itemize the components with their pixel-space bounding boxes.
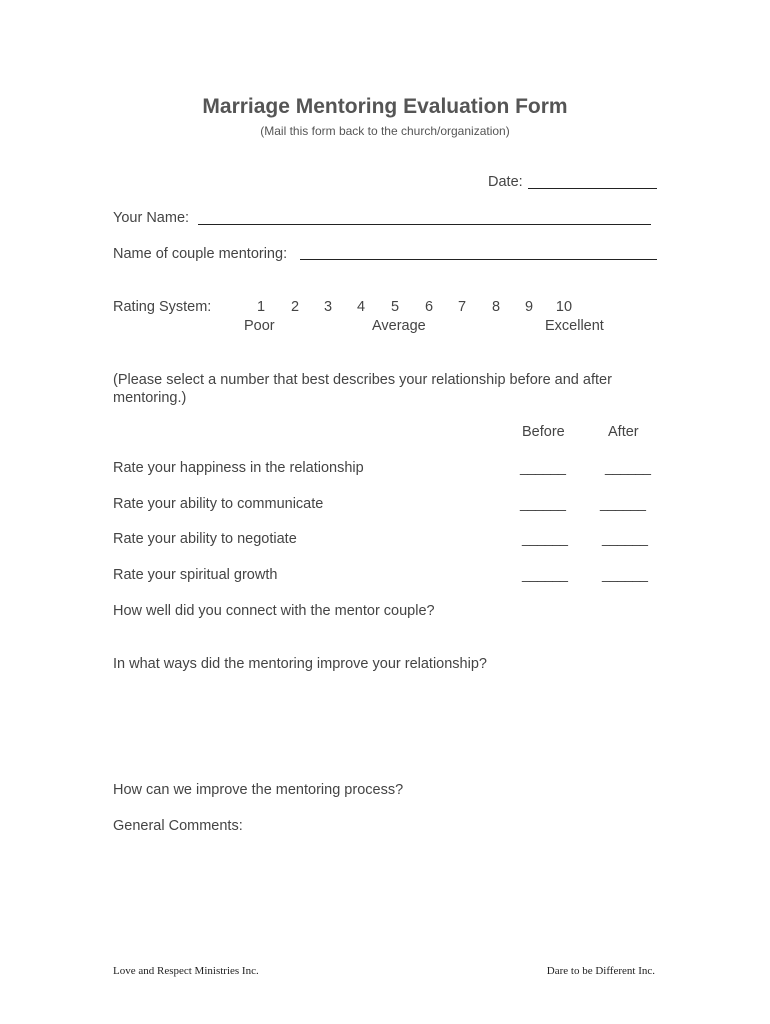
question-connect: How well did you connect with the mentor couple? bbox=[113, 603, 435, 619]
question-negotiate: Rate your ability to negotiate bbox=[113, 531, 297, 547]
date-field-line[interactable] bbox=[528, 188, 657, 189]
rating-number: 8 bbox=[491, 299, 501, 315]
rating-number: 6 bbox=[424, 299, 434, 315]
rating-system-label: Rating System: bbox=[113, 299, 212, 315]
footer-left: Love and Respect Ministries Inc. bbox=[113, 965, 259, 977]
rating-number: 7 bbox=[457, 299, 467, 315]
rating-number: 2 bbox=[290, 299, 300, 315]
happiness-after-blank[interactable]: ______ bbox=[605, 460, 651, 476]
rating-number: 1 bbox=[256, 299, 266, 315]
spiritual-before-blank[interactable]: ______ bbox=[522, 567, 568, 583]
date-label: Date: bbox=[488, 174, 523, 190]
question-happiness: Rate your happiness in the relationship bbox=[113, 460, 364, 476]
rating-number: 5 bbox=[390, 299, 400, 315]
your-name-label: Your Name: bbox=[113, 210, 190, 226]
couple-label: Name of couple mentoring: bbox=[113, 246, 288, 262]
question-improve-process: How can we improve the mentoring process? bbox=[113, 782, 404, 798]
before-column-header: Before bbox=[522, 424, 565, 440]
rating-number: 4 bbox=[356, 299, 366, 315]
happiness-before-blank[interactable]: ______ bbox=[520, 460, 566, 476]
form-subtitle: (Mail this form back to the church/organization) bbox=[260, 124, 510, 138]
instruction-text: (Please select a number that best describes your relationship before and after mentoring.) bbox=[113, 372, 612, 406]
communicate-before-blank[interactable]: ______ bbox=[520, 496, 566, 512]
question-communicate: Rate your ability to communicate bbox=[113, 496, 324, 512]
negotiate-after-blank[interactable]: ______ bbox=[602, 531, 648, 547]
rating-number: 9 bbox=[524, 299, 534, 315]
rating-average-label: Average bbox=[372, 318, 426, 334]
question-spiritual: Rate your spiritual growth bbox=[113, 567, 278, 583]
rating-poor-label: Poor bbox=[244, 318, 275, 334]
rating-number: 3 bbox=[323, 299, 333, 315]
form-title: Marriage Mentoring Evaluation Form bbox=[202, 95, 568, 118]
rating-excellent-label: Excellent bbox=[545, 318, 604, 334]
after-column-header: After bbox=[608, 424, 639, 440]
negotiate-before-blank[interactable]: ______ bbox=[522, 531, 568, 547]
spiritual-after-blank[interactable]: ______ bbox=[602, 567, 648, 583]
general-comments-label: General Comments: bbox=[113, 818, 243, 834]
question-improve-relationship: In what ways did the mentoring improve your relationship? bbox=[113, 656, 487, 672]
couple-field-line[interactable] bbox=[300, 259, 657, 260]
footer-right: Dare to be Different Inc. bbox=[546, 965, 655, 977]
communicate-after-blank[interactable]: ______ bbox=[600, 496, 646, 512]
rating-number: 10 bbox=[555, 299, 573, 315]
your-name-field-line[interactable] bbox=[198, 224, 651, 225]
